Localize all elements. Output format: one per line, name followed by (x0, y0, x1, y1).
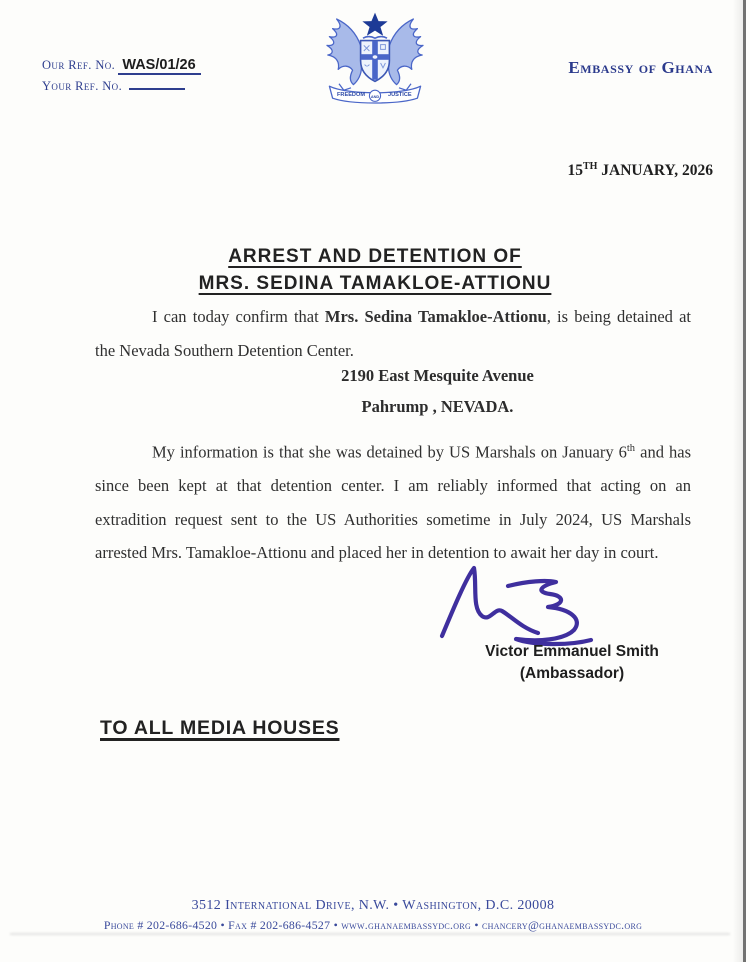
para1-bold-name: Mrs. Sedina Tamakloe-Attionu (324, 307, 547, 326)
scan-edge-bottom-line (10, 933, 730, 935)
para1-text-before: I can today confirm that (152, 307, 325, 326)
signatory-block (452, 641, 692, 685)
footer (0, 896, 746, 934)
black-star-icon (362, 13, 387, 36)
your-ref-label: Your Ref. No. (42, 79, 123, 93)
footer-contact-line: Phone # 202-686-4520 • Fax # 202-686-4527 • www.ghanaembassydc.org • chancery@ghanaembassydc.org (103, 918, 643, 932)
your-ref-blank-line (129, 75, 185, 90)
para2-text-before: My information is that she was detained by US Marshals on January 6 (152, 442, 627, 462)
date-ordinal-suffix: TH (582, 161, 598, 172)
date-day: 15 (567, 162, 583, 180)
our-ref-label: Our Ref. No. (42, 58, 116, 72)
eagle-left-icon (327, 19, 361, 90)
our-ref-row (42, 56, 201, 75)
para1-text-after: , is being detained at the Nevada Southern Detention Center. (95, 307, 691, 360)
eagle-right-icon (389, 19, 423, 90)
your-ref-row (42, 75, 201, 96)
embassy-name: Embassy of Ghana (568, 58, 713, 77)
shield-icon (361, 41, 390, 82)
scan-edge-right-line (743, 0, 746, 962)
motto-freedom-text: FREEDOM (337, 91, 365, 98)
para2-text-after: and has since been kept at that detention center. I am reliably informed that acting on an extradition request sent to the US Authorities sometime in July 2024, US Marshals arrested Mrs. Tamakloe-Attionu and placed her in detention to await her day in court. (95, 442, 691, 562)
scan-edge-shadow (733, 0, 743, 962)
ghana-coat-of-arms-icon (315, 10, 435, 108)
letter-date (567, 161, 713, 180)
our-ref-value: WAS/01/26 (118, 57, 200, 75)
reference-block (42, 56, 201, 96)
letter-title (0, 243, 750, 297)
title-line-2: MRS. SEDINA TAMAKLOE-ATTIONU (198, 273, 552, 294)
address-line-1: 2190 East Mesquite Avenue (341, 366, 534, 385)
motto-and-text: AND (370, 95, 380, 100)
para2-ordinal-suffix: th (626, 443, 636, 454)
recipients-heading: TO ALL MEDIA HOUSES (100, 717, 340, 739)
signatory-title: (Ambassador) (519, 665, 625, 682)
date-rest: JANUARY, 2026 (597, 162, 713, 180)
paragraph-2 (95, 432, 691, 570)
paragraph-1 (95, 300, 691, 367)
motto-justice-text: JUSTICE (387, 91, 412, 98)
signature-scribble-icon (428, 556, 643, 654)
title-line-1: ARREST AND DETENTION OF (228, 246, 522, 267)
detention-address (185, 360, 690, 422)
footer-address-line: 3512 International Drive, N.W. • Washington, D.C. 20008 (191, 898, 555, 913)
address-line-2: Pahrump , NEVADA. (361, 397, 514, 416)
signatory-name: Victor Emmanuel Smith (485, 643, 659, 660)
